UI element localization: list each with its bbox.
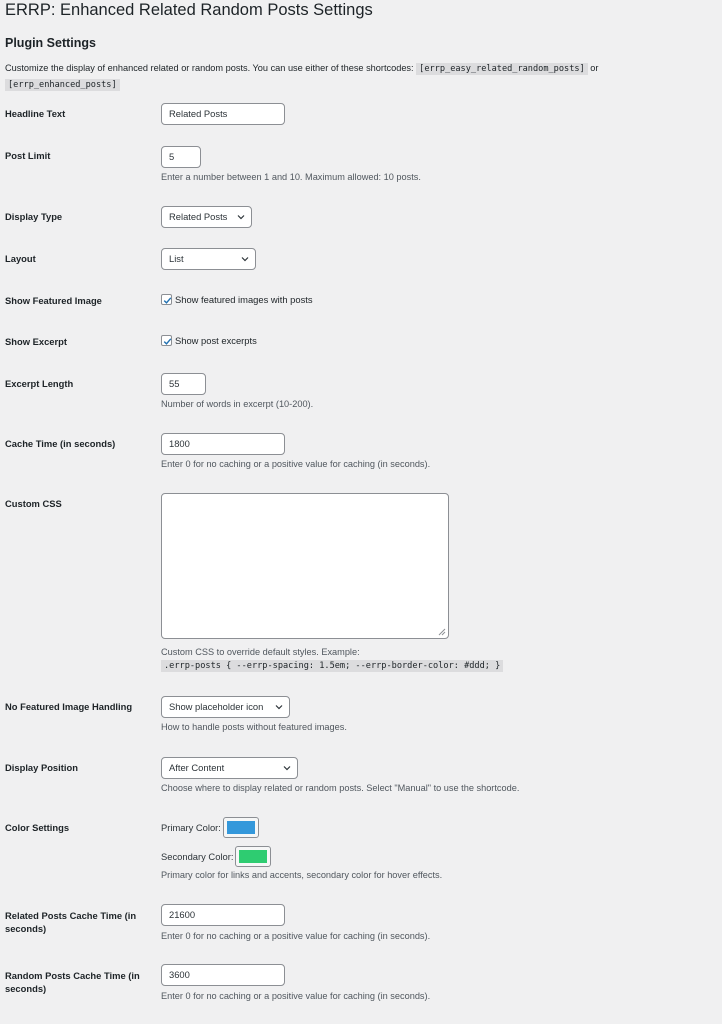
display-position-value: After Content: [169, 762, 225, 773]
random-cache-time-label: Random Posts Cache Time (in seconds): [5, 970, 140, 994]
chevron-down-icon: [241, 255, 249, 263]
show-featured-image-checkbox-row[interactable]: [161, 294, 313, 305]
intro-or: or: [590, 63, 599, 73]
show-featured-image-checkbox[interactable]: [161, 294, 172, 305]
layout-label: Layout: [5, 253, 36, 264]
excerpt-length-input[interactable]: 55: [161, 373, 206, 395]
related-cache-time-label: Related Posts Cache Time (in seconds): [5, 910, 137, 934]
show-excerpt-checkbox-row[interactable]: [161, 335, 257, 346]
intro-text: Customize the display of enhanced related or random posts. You can use either of these shortcodes:: [5, 63, 414, 73]
custom-css-description: Custom CSS to override default styles. Example:: [161, 647, 360, 657]
layout-select[interactable]: [161, 248, 256, 270]
secondary-color-swatch: [239, 850, 267, 863]
layout-value: List: [169, 253, 184, 264]
page-title: ERRP: Enhanced Related Random Posts Settings: [5, 1, 373, 19]
primary-color-label: Primary Color:: [161, 822, 221, 833]
intro-description: [5, 61, 705, 93]
no-featured-image-label: No Featured Image Handling: [5, 701, 133, 712]
display-position-label: Display Position: [5, 762, 78, 773]
show-excerpt-checkbox-label: Show post excerpts: [175, 335, 257, 346]
post-limit-label: Post Limit: [5, 150, 51, 161]
display-type-value: Related Posts: [169, 211, 228, 222]
primary-color-swatch: [227, 821, 255, 834]
display-type-label: Display Type: [5, 211, 63, 222]
custom-css-textarea[interactable]: [161, 493, 449, 639]
random-cache-time-input[interactable]: 3600: [161, 964, 285, 986]
no-featured-image-value: Show placeholder icon: [169, 701, 264, 712]
section-title: Plugin Settings: [5, 36, 96, 50]
no-featured-image-select[interactable]: [161, 696, 290, 718]
excerpt-length-label: Excerpt Length: [5, 378, 74, 389]
secondary-color-picker[interactable]: [235, 846, 271, 867]
headline-text-input[interactable]: Related Posts: [161, 103, 285, 125]
secondary-color-row: [161, 846, 271, 867]
checkmark-icon: [162, 336, 173, 347]
secondary-color-label: Secondary Color:: [161, 851, 234, 862]
excerpt-length-description: Number of words in excerpt (10-200).: [161, 399, 314, 409]
display-position-description: Choose where to display related or random posts. Select "Manual" to use the shortcode.: [161, 783, 520, 793]
checkmark-icon: [162, 295, 173, 306]
color-settings-label: Color Settings: [5, 822, 70, 833]
related-cache-time-input[interactable]: 21600: [161, 904, 285, 926]
show-featured-image-label: Show Featured Image: [5, 295, 102, 306]
chevron-down-icon: [275, 703, 283, 711]
color-settings-description: Primary color for links and accents, secondary color for hover effects.: [161, 870, 443, 880]
primary-color-row: [161, 817, 259, 838]
random-cache-time-description: Enter 0 for no caching or a positive value for caching (in seconds).: [161, 991, 431, 1001]
cache-time-description: Enter 0 for no caching or a positive value for caching (in seconds).: [161, 459, 431, 469]
cache-time-input[interactable]: 1800: [161, 433, 285, 455]
show-excerpt-label: Show Excerpt: [5, 336, 67, 347]
related-cache-time-description: Enter 0 for no caching or a positive value for caching (in seconds).: [161, 931, 431, 941]
resize-grip-icon[interactable]: [438, 628, 446, 636]
post-limit-description: Enter a number between 1 and 10. Maximum allowed: 10 posts.: [161, 172, 421, 182]
post-limit-input[interactable]: 5: [161, 146, 201, 168]
shortcode-enhanced-posts: [errp_enhanced_posts]: [5, 79, 120, 91]
headline-text-label: Headline Text: [5, 108, 66, 119]
shortcode-related-random: [errp_easy_related_random_posts]: [416, 63, 588, 75]
show-excerpt-checkbox[interactable]: [161, 335, 172, 346]
no-featured-image-description: How to handle posts without featured images.: [161, 722, 347, 732]
chevron-down-icon: [237, 213, 245, 221]
cache-time-label: Cache Time (in seconds): [5, 438, 116, 449]
primary-color-picker[interactable]: [223, 817, 259, 838]
chevron-down-icon: [283, 764, 291, 772]
show-featured-image-checkbox-label: Show featured images with posts: [175, 294, 313, 305]
custom-css-label: Custom CSS: [5, 498, 62, 509]
custom-css-example: [161, 660, 503, 671]
custom-css-example-code: .errp-posts { --errp-spacing: 1.5em; --errp-border-color: #ddd; }: [161, 660, 503, 672]
display-position-select[interactable]: [161, 757, 298, 779]
display-type-select[interactable]: [161, 206, 252, 228]
